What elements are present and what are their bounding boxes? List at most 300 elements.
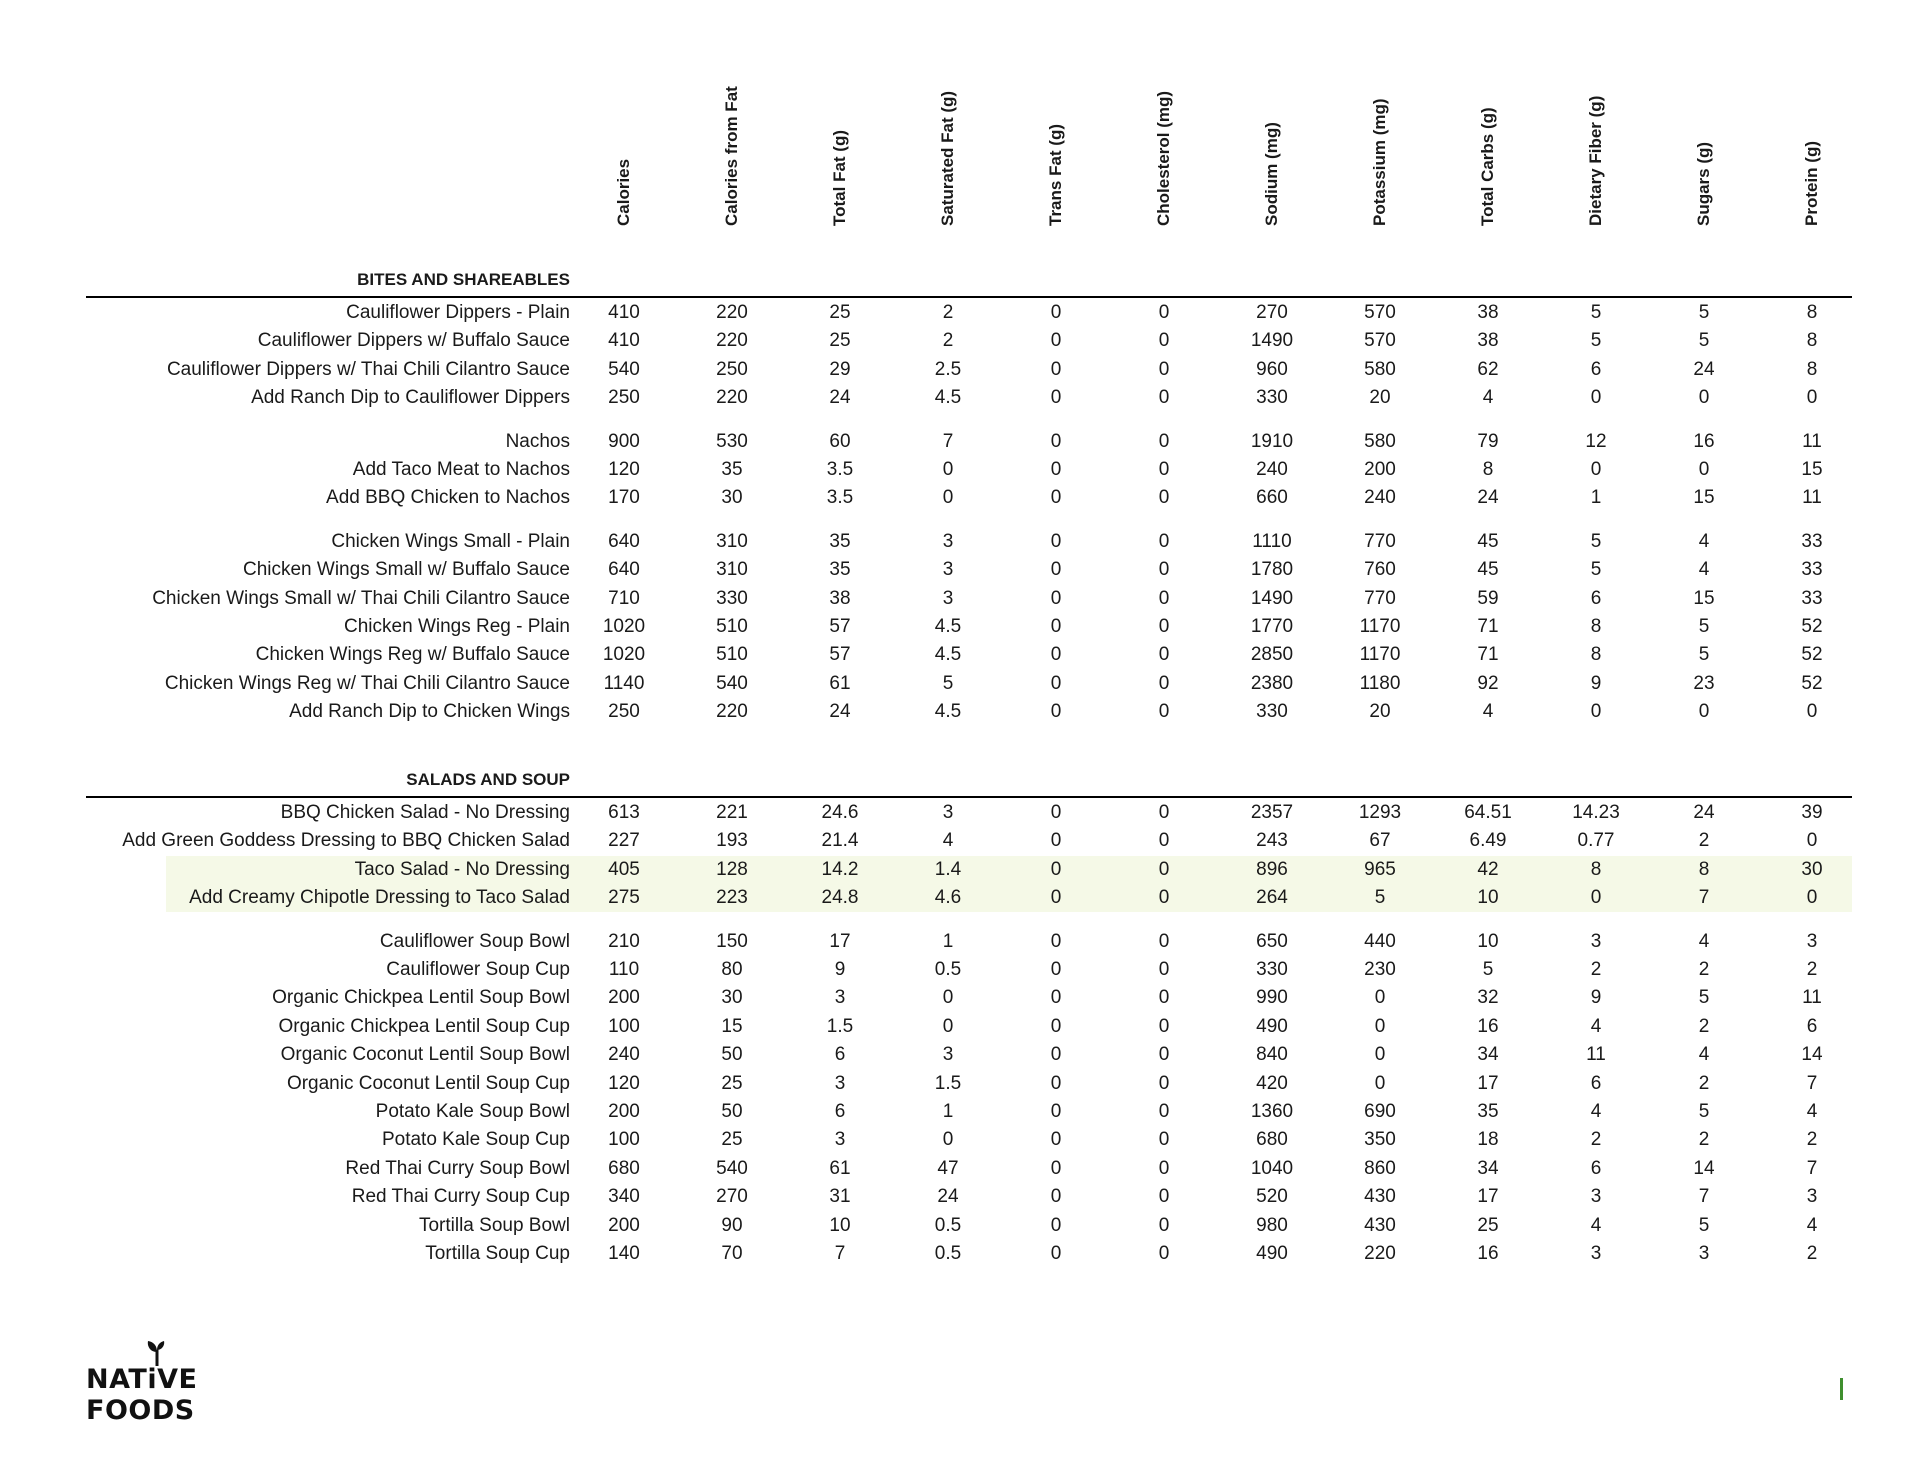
nutrition-value: 2 [1698,959,1710,980]
nutrition-value: 4.5 [934,701,962,723]
nutrition-value: 530 [716,430,748,452]
table-row [86,613,1852,641]
nutrition-value: 0 [1050,559,1062,581]
nutrition-value: 3 [1698,1243,1710,1264]
nutrition-value: 70 [721,1243,743,1264]
column-header-label: Calories [614,158,633,226]
nutrition-value: 71 [1477,644,1499,666]
nutrition-value: 250 [608,701,640,723]
menu-item-name: Cauliflower Dippers w/ Buffalo Sauce [257,330,570,352]
nutrition-value: 16 [1693,430,1715,452]
nutrition-value: 0 [1590,459,1602,480]
nutrition-value: 21.4 [821,830,859,852]
nutrition-value: 0 [1806,701,1818,723]
nutrition-value: 200 [1364,459,1396,480]
nutrition-value: 0 [1374,987,1386,1009]
nutrition-value: 340 [608,1186,640,1208]
menu-item-name: Cauliflower Soup Bowl [379,930,570,952]
nutrition-value: 35 [829,530,851,552]
nutrition-value: 6.49 [1469,830,1507,852]
nutrition-value: 310 [716,530,748,552]
nutrition-value: 79 [1477,430,1499,452]
nutrition-value: 11 [1802,987,1822,1009]
menu-item-name: Add Taco Meat to Nachos [352,459,570,480]
nutrition-value: 1110 [1252,530,1292,552]
nutrition-value: 221 [716,802,748,823]
nutrition-value: 1170 [1359,644,1401,666]
column-header [1110,0,1218,250]
nutrition-value: 1040 [1250,1157,1294,1179]
nutrition-value: 4 [1482,387,1494,409]
nutrition-value: 25 [829,302,851,323]
nutrition-value: 33 [1801,587,1823,609]
nutrition-value: 240 [1256,459,1288,480]
column-header-label: Dietary Fiber (g) [1586,95,1605,226]
table-row [86,585,1852,613]
nutrition-value: 5 [1698,644,1710,666]
nutrition-value: 120 [608,1072,640,1094]
nutrition-value: 1360 [1250,1101,1294,1122]
nutrition-value: 92 [1477,672,1499,694]
nutrition-value: 5 [1590,330,1602,352]
nutrition-value: 243 [1256,830,1288,852]
nutrition-value: 57 [829,644,851,666]
nutrition-value: 330 [1256,959,1288,980]
nutrition-value: 540 [716,672,748,694]
table-row [86,641,1852,669]
column-header [1542,0,1650,250]
nutrition-value: 8 [1590,616,1602,637]
table-row [86,556,1852,584]
nutrition-value: 61 [829,672,851,694]
nutrition-value: 0 [1050,487,1062,509]
nutrition-value: 5 [1698,1101,1710,1122]
nutrition-value: 0 [1158,644,1170,666]
nutrition-value: 8 [1482,459,1494,480]
table-row [86,956,1852,984]
nutrition-value: 0 [1050,430,1062,452]
menu-item-name: Organic Coconut Lentil Soup Bowl [280,1044,570,1066]
nutrition-value: 640 [608,530,640,552]
nutrition-value: 0 [1158,330,1170,352]
nutrition-value: 15 [721,1015,743,1037]
nutrition-value: 1020 [602,616,646,637]
nutrition-value: 3 [942,530,954,552]
nutrition-value: 0 [1158,1015,1170,1037]
nutrition-value: 0 [1158,1072,1170,1094]
nutrition-value: 430 [1364,1186,1396,1208]
nutrition-value: 14.23 [1572,802,1620,823]
nutrition-value: 24 [1693,802,1715,823]
nutrition-value: 120 [608,459,640,480]
menu-item-name: BBQ Chicken Salad - No Dressing [280,802,570,823]
nutrition-value: 0 [1158,930,1170,952]
nutrition-value: 38 [1477,330,1499,352]
nutrition-value: 250 [716,358,748,380]
nutrition-value: 6 [1806,1015,1818,1037]
nutrition-value: 580 [1364,430,1396,452]
menu-item-name: Red Thai Curry Soup Cup [351,1186,570,1208]
nutrition-value: 540 [608,358,640,380]
nutrition-value: 0.5 [934,1243,962,1264]
nutrition-value: 0 [1158,559,1170,581]
nutrition-value: 0 [1050,1186,1062,1208]
menu-item-name: Chicken Wings Small w/ Buffalo Sauce [242,559,570,581]
nutrition-value: 440 [1364,930,1396,952]
nutrition-value: 3 [942,1044,954,1066]
nutrition-value: 3 [942,802,954,823]
nutrition-value: 0 [1590,887,1602,909]
nutrition-value: 0 [1050,858,1062,880]
table-row [86,428,1852,456]
nutrition-value: 110 [608,959,640,980]
nutrition-value: 5 [1590,530,1602,552]
nutrition-value: 613 [608,802,640,823]
nutrition-value: 1770 [1250,616,1294,637]
nutrition-value: 0 [1590,387,1602,409]
nutrition-value: 4 [1590,1101,1602,1122]
nutrition-value: 0 [1050,1015,1062,1037]
nutrition-value: 4.5 [934,387,962,409]
nutrition-value: 33 [1801,559,1823,581]
column-header-label: Saturated Fat (g) [938,90,957,226]
table-row [86,670,1852,698]
nutrition-value: 4 [1482,701,1494,723]
nutrition-value: 34 [1477,1044,1499,1066]
nutrition-value: 9 [834,959,846,980]
nutrition-value: 0 [1158,430,1170,452]
section-title: SALADS AND SOUP [406,770,570,789]
menu-item-name: Add Creamy Chipotle Dressing to Taco Salad [189,887,570,909]
nutrition-value: 960 [1256,358,1288,380]
nutrition-value: 5 [942,672,954,694]
nutrition-value: 23 [1693,672,1715,694]
nutrition-value: 100 [608,1015,640,1037]
nutrition-value: 0 [1374,1044,1386,1066]
menu-item-name: Red Thai Curry Soup Bowl [345,1157,570,1179]
menu-item-name: Organic Chickpea Lentil Soup Cup [278,1015,570,1037]
nutrition-value: 170 [608,487,640,509]
column-header-label: Total Carbs (g) [1478,107,1497,226]
nutrition-value: 0 [1158,1044,1170,1066]
nutrition-value: 3 [834,987,846,1009]
nutrition-value: 760 [1364,559,1396,581]
menu-item-name: Chicken Wings Small - Plain [331,530,570,552]
nutrition-value: 17 [1477,1186,1499,1208]
nutrition-value: 270 [1256,302,1288,323]
nutrition-value: 16 [1477,1015,1499,1037]
nutrition-value: 840 [1256,1044,1288,1066]
nutrition-value: 14.2 [821,858,859,880]
nutrition-value: 220 [716,302,748,323]
table-row [86,1013,1852,1041]
nutrition-value: 31 [829,1186,851,1208]
nutrition-value: 2.5 [934,358,962,380]
nutrition-value: 0 [1050,358,1062,380]
nutrition-value: 4 [942,830,954,852]
nutrition-value: 0 [1806,387,1818,409]
nutrition-value: 0 [1050,830,1062,852]
nutrition-value: 4 [1698,559,1710,581]
table-row [86,827,1852,855]
nutrition-value: 0 [1698,459,1710,480]
nutrition-value: 5 [1698,616,1710,637]
nutrition-value: 11 [1586,1044,1606,1066]
nutrition-value: 42 [1477,858,1499,880]
table-row [86,928,1852,956]
nutrition-value: 330 [1256,701,1288,723]
nutrition-value: 200 [608,1214,640,1236]
nutrition-value: 10 [829,1214,851,1236]
nutrition-value: 6 [1590,1072,1602,1094]
nutrition-value: 35 [1477,1101,1499,1122]
nutrition-value: 0 [1050,587,1062,609]
nutrition-value: 9 [1590,672,1602,694]
nutrition-value: 10 [1477,887,1499,909]
table-row [86,698,1852,726]
nutrition-value: 10 [1477,930,1499,952]
nutrition-value: 60 [829,430,851,452]
nutrition-value: 770 [1364,530,1396,552]
nutrition-value: 128 [716,858,748,880]
nutrition-value: 52 [1801,644,1823,666]
nutrition-value: 0 [1050,672,1062,694]
nutrition-value: 0 [1050,701,1062,723]
menu-item-name: Nachos [505,430,570,452]
nutrition-value: 0 [1158,701,1170,723]
nutrition-value: 7 [1806,1157,1818,1179]
nutrition-value: 0 [1158,587,1170,609]
nutrition-value: 275 [608,887,640,909]
nutrition-value: 50 [721,1101,743,1122]
nutrition-value: 4.5 [934,616,962,637]
menu-item-name: Tortilla Soup Cup [425,1243,570,1264]
native-foods-logo [86,1344,286,1426]
menu-item-name: Cauliflower Soup Cup [386,959,570,980]
nutrition-value: 227 [608,830,640,852]
nutrition-value: 430 [1364,1214,1396,1236]
nutrition-value: 193 [716,830,748,852]
nutrition-value: 3 [942,587,954,609]
nutrition-value: 0 [1050,1072,1062,1094]
nutrition-value: 140 [608,1243,640,1264]
nutrition-value: 0 [1158,358,1170,380]
nutrition-value: 660 [1256,487,1288,509]
nutrition-value: 0 [942,459,954,480]
section-divider [86,796,1852,798]
menu-item-name: Potato Kale Soup Bowl [375,1101,570,1122]
nutrition-value: 24 [1477,487,1499,509]
nutrition-value: 24 [829,701,851,723]
nutrition-value: 2 [1806,959,1818,980]
nutrition-value: 0 [1590,701,1602,723]
nutrition-value: 2 [1590,959,1602,980]
nutrition-value: 0 [1698,387,1710,409]
nutrition-value: 3 [1806,1186,1818,1208]
column-header [570,0,678,250]
nutrition-value: 0 [1050,1214,1062,1236]
nutrition-value: 29 [829,358,851,380]
nutrition-value: 0 [1050,1129,1062,1151]
table-row [166,856,1852,884]
nutrition-value: 0 [1050,616,1062,637]
nutrition-value: 3.5 [826,459,854,480]
nutrition-value: 6 [1590,358,1602,380]
nutrition-value: 1020 [602,644,646,666]
nutrition-value: 405 [608,858,640,880]
nutrition-value: 540 [716,1157,748,1179]
nutrition-value: 0 [1698,701,1710,723]
nutrition-value: 52 [1801,672,1823,694]
nutrition-value: 0 [1158,459,1170,480]
menu-item-name: Tortilla Soup Bowl [418,1214,570,1236]
column-header-label: Sodium (mg) [1262,122,1281,226]
nutrition-value: 5 [1698,330,1710,352]
nutrition-value: 240 [1364,487,1396,509]
table-row [86,356,1852,384]
nutrition-value: 8 [1590,858,1602,880]
nutrition-value: 0 [1050,530,1062,552]
nutrition-value: 5 [1698,302,1710,323]
nutrition-value: 45 [1477,530,1499,552]
nutrition-value: 330 [1256,387,1288,409]
nutrition-value: 4.5 [934,644,962,666]
nutrition-value: 420 [1256,1072,1288,1094]
nutrition-value: 0 [1158,987,1170,1009]
nutrition-value: 34 [1477,1157,1499,1179]
nutrition-value: 100 [608,1129,640,1151]
nutrition-value: 1180 [1359,672,1401,694]
nutrition-value: 896 [1256,858,1288,880]
nutrition-value: 4 [1590,1214,1602,1236]
nutrition-value: 8 [1590,644,1602,666]
table-row [86,1212,1852,1240]
menu-item-name: Organic Coconut Lentil Soup Cup [286,1072,570,1094]
nutrition-value: 3 [942,559,954,581]
nutrition-value: 8 [1806,330,1818,352]
nutrition-value: 25 [1477,1214,1499,1236]
nutrition-value: 5 [1374,887,1386,909]
nutrition-value: 6 [834,1101,846,1122]
nutrition-value: 0 [1050,644,1062,666]
nutrition-value: 220 [716,330,748,352]
nutrition-value: 210 [608,930,640,952]
nutrition-value: 980 [1256,1214,1288,1236]
nutrition-value: 30 [721,987,743,1009]
menu-item-name: Chicken Wings Reg - Plain [344,616,570,637]
table-row [86,528,1852,556]
nutrition-value: 15 [1801,459,1823,480]
column-header-label: Potassium (mg) [1370,98,1389,226]
nutrition-value: 4 [1698,1044,1710,1066]
nutrition-value: 8 [1698,858,1710,880]
nutrition-value: 71 [1477,616,1499,637]
nutrition-value: 240 [608,1044,640,1066]
nutrition-value: 7 [834,1243,846,1264]
nutrition-value: 0 [1158,1129,1170,1151]
nutrition-value: 5 [1590,302,1602,323]
nutrition-value: 490 [1256,1243,1288,1264]
column-header [894,0,1002,250]
page-marker [1840,1378,1843,1400]
column-header-label: Total Fat (g) [830,130,849,226]
nutrition-value: 3 [1806,930,1818,952]
nutrition-value: 510 [716,616,748,637]
menu-item-name: Taco Salad - No Dressing [354,858,570,880]
nutrition-value: 2 [1698,1015,1710,1037]
nutrition-value: 0 [1806,887,1818,909]
nutrition-value: 200 [608,987,640,1009]
nutrition-value: 1293 [1358,802,1402,823]
nutrition-value: 0 [1158,887,1170,909]
nutrition-value: 38 [829,587,851,609]
nutrition-value: 0 [1806,830,1818,852]
nutrition-value: 9 [1590,987,1602,1009]
nutrition-value: 0 [1050,330,1062,352]
section-divider [86,296,1852,298]
nutrition-value: 35 [721,459,743,480]
nutrition-value: 1490 [1250,587,1294,609]
nutrition-value: 220 [716,387,748,409]
nutrition-value: 2 [1806,1243,1818,1264]
column-header-label: Cholesterol (mg) [1154,90,1173,226]
nutrition-value: 3 [1590,1243,1602,1264]
nutrition-value: 2380 [1250,672,1294,694]
column-header [1218,0,1326,250]
nutrition-value: 0 [1050,302,1062,323]
column-header [786,0,894,250]
nutrition-value: 2 [1698,1072,1710,1094]
nutrition-value: 52 [1801,616,1823,637]
table-row [86,1070,1852,1098]
nutrition-value: 61 [829,1157,851,1179]
table-row [86,1240,1852,1268]
table-row [86,1155,1852,1183]
nutrition-value: 490 [1256,1015,1288,1037]
nutrition-value: 1 [1590,487,1602,509]
nutrition-value: 0 [1158,858,1170,880]
nutrition-value: 0 [1050,459,1062,480]
column-header [1758,0,1866,250]
nutrition-value: 11 [1802,430,1822,452]
nutrition-value: 30 [1801,858,1823,880]
nutrition-value: 0 [1158,672,1170,694]
nutrition-value: 0 [1158,616,1170,637]
nutrition-value: 900 [608,430,640,452]
nutrition-value: 0 [1158,1101,1170,1122]
table-row [86,456,1852,484]
nutrition-value: 33 [1801,530,1823,552]
section-title: BITES AND SHAREABLES [357,270,570,289]
nutrition-value: 6 [1590,1157,1602,1179]
nutrition-value: 0 [942,987,954,1009]
nutrition-value: 690 [1364,1101,1396,1122]
nutrition-value: 39 [1801,802,1823,823]
nutrition-value: 2 [1698,830,1710,852]
sprout-icon [142,1340,172,1366]
nutrition-value: 24 [1693,358,1715,380]
column-header-label: Sugars (g) [1694,141,1713,226]
nutrition-value: 4 [1590,1015,1602,1037]
nutrition-value: 59 [1477,587,1499,609]
menu-item-name: Chicken Wings Small w/ Thai Chili Cilantro Sauce [152,587,570,609]
column-header [678,0,786,250]
nutrition-value: 14 [1693,1157,1715,1179]
nutrition-value: 990 [1256,987,1288,1009]
nutrition-value: 0 [1158,959,1170,980]
nutrition-value: 0 [1374,1015,1386,1037]
nutrition-value: 570 [1364,302,1396,323]
